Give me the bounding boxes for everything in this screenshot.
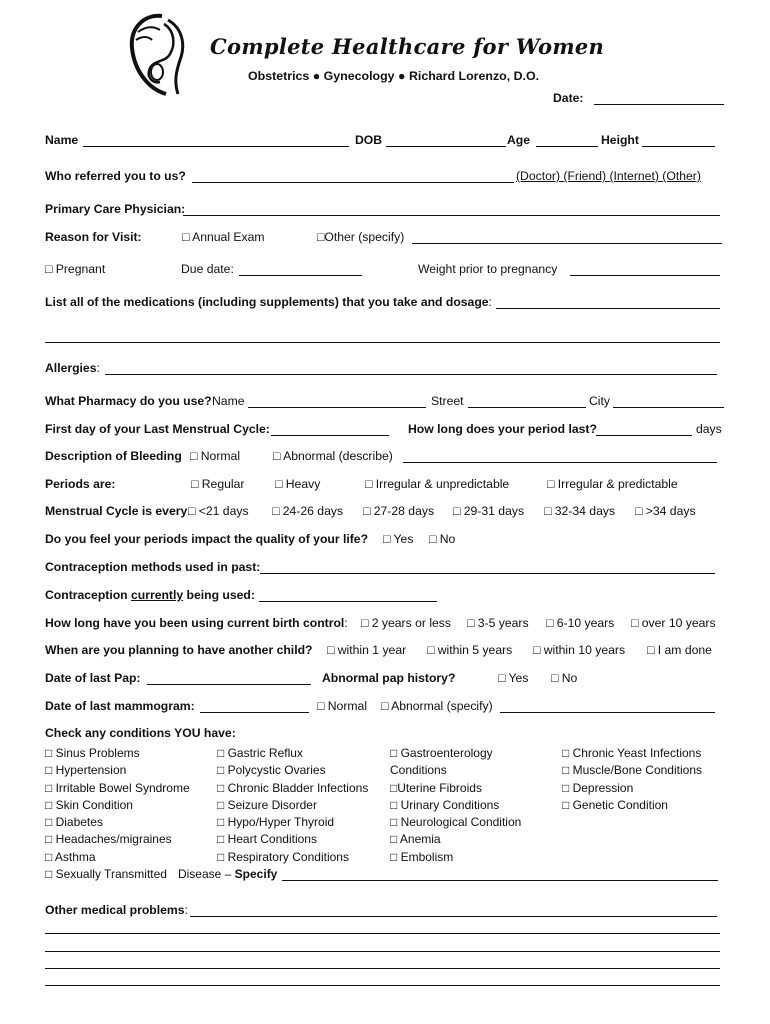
conditions-col-2 — [217, 745, 368, 866]
periods-are-label: Periods are: — [45, 477, 116, 491]
allergies-label: Allergies: — [45, 361, 100, 375]
conditions-col-1 — [45, 745, 190, 866]
pap-no-checkbox[interactable]: □ No — [551, 671, 578, 685]
reason-label: Reason for Visit: — [45, 230, 142, 244]
bc-over-10-checkbox[interactable]: □ over 10 years — [631, 616, 716, 630]
lmp-field[interactable] — [271, 423, 389, 436]
pharmacy-name-label: Name — [212, 394, 245, 408]
condition-skin-checkbox[interactable]: □ Skin Condition — [45, 797, 133, 812]
weight-prior-label: Weight prior to pregnancy — [418, 262, 558, 276]
pharmacy-name-field[interactable] — [248, 395, 426, 408]
condition-anemia-checkbox[interactable]: □ Anemia — [390, 832, 441, 847]
mammo-abnormal-field[interactable] — [500, 700, 715, 713]
other-problems-label: Other medical problems: — [45, 903, 188, 917]
age-label: Age — [507, 133, 531, 147]
condition-diabetes-checkbox[interactable]: □ Diabetes — [45, 815, 103, 830]
other-specify-checkbox[interactable]: □Other (specify) — [317, 230, 405, 244]
conditions-col-3 — [390, 745, 521, 866]
weight-prior-field[interactable] — [570, 263, 720, 276]
next-child-label: When are you planning to have another child? — [45, 643, 313, 657]
other-specify-field[interactable] — [412, 231, 722, 244]
std-field[interactable] — [282, 868, 718, 881]
bc-3-5-checkbox[interactable]: □ 3-5 years — [467, 616, 529, 630]
period-regular-checkbox[interactable]: □ Regular — [191, 477, 245, 491]
clinic-title: Complete Healthcare for Women — [210, 34, 605, 59]
last-mammo-field[interactable] — [200, 700, 309, 713]
condition-genetic-checkbox[interactable]: □ Genetic Condition — [562, 797, 668, 812]
condition-bladder-checkbox[interactable]: □ Chronic Bladder Infections — [217, 780, 369, 795]
bc-6-10-checkbox[interactable]: □ 6-10 years — [546, 616, 615, 630]
period-length-field[interactable] — [596, 423, 692, 436]
pharmacy-city-field[interactable] — [613, 395, 724, 408]
days-label: days — [696, 422, 722, 436]
lmp-label: First day of your Last Menstrual Cycle: — [45, 422, 270, 436]
dob-label: DOB — [355, 133, 383, 147]
bleeding-abnormal-checkbox[interactable]: □ Abnormal (describe) — [273, 449, 393, 463]
other-problems-field[interactable] — [190, 904, 717, 917]
condition-gastro-label-cont: Conditions — [390, 763, 447, 778]
annual-exam-checkbox[interactable]: □ Annual Exam — [182, 230, 265, 244]
height-field[interactable] — [642, 134, 715, 147]
pregnant-checkbox[interactable]: □ Pregnant — [45, 262, 106, 276]
medications-label: List all of the medications (including supplements) that you take and dosage: — [45, 295, 492, 309]
period-heavy-checkbox[interactable]: □ Heavy — [275, 477, 321, 491]
pharmacy-label: What Pharmacy do you use? — [45, 394, 212, 408]
last-mammo-label: Date of last mammogram: — [45, 699, 195, 713]
other-problems-line-4[interactable] — [45, 968, 720, 969]
pcp-label: Primary Care Physician: — [45, 202, 186, 216]
period-irregular-predictable-checkbox[interactable]: □ Irregular & predictable — [547, 477, 678, 491]
condition-pcos-checkbox[interactable]: □ Polycystic Ovaries — [217, 763, 326, 778]
condition-depression-checkbox[interactable]: □ Depression — [562, 780, 634, 795]
cycle-gt34-checkbox[interactable]: □ >34 days — [635, 504, 696, 518]
condition-sinus-checkbox[interactable]: □ Sinus Problems — [45, 746, 140, 760]
last-pap-label: Date of last Pap: — [45, 671, 141, 685]
contra-current-label: Contraception currently being used: — [45, 588, 255, 602]
period-length-label: How long does your period last? — [408, 422, 597, 436]
medications-field[interactable] — [496, 296, 720, 309]
clinic-logo — [124, 10, 194, 100]
condition-gastro-checkbox[interactable]: □ Gastroenterology — [390, 746, 493, 760]
height-label: Height — [601, 133, 639, 147]
next-child-1-checkbox[interactable]: □ within 1 year — [327, 643, 407, 657]
contra-past-field[interactable] — [260, 561, 715, 574]
next-child-done-checkbox[interactable]: □ I am done — [647, 643, 712, 657]
medications-line-2[interactable] — [45, 342, 720, 343]
bleeding-normal-checkbox[interactable]: □ Normal — [190, 449, 241, 463]
contra-current-field[interactable] — [259, 589, 437, 602]
pcp-field[interactable] — [183, 203, 720, 216]
pap-yes-checkbox[interactable]: □ Yes — [498, 671, 529, 685]
condition-headaches-checkbox[interactable]: □ Headaches/migraines — [45, 832, 172, 847]
next-child-10-checkbox[interactable]: □ within 10 years — [533, 643, 626, 657]
cycle-24-26-checkbox[interactable]: □ 24-26 days — [272, 504, 344, 518]
bleeding-abnormal-field[interactable] — [403, 450, 717, 463]
cycle-27-28-checkbox[interactable]: □ 27-28 days — [363, 504, 435, 518]
name-label: Name — [45, 133, 79, 147]
name-field[interactable] — [83, 134, 349, 147]
due-date-field[interactable] — [239, 263, 362, 276]
mammo-normal-checkbox[interactable]: □ Normal — [317, 699, 368, 713]
condition-embolism-checkbox[interactable]: □ Embolism — [390, 849, 454, 864]
condition-reflux-checkbox[interactable]: □ Gastric Reflux — [217, 746, 303, 760]
referred-options: (Doctor) (Friend) (Internet) (Other) — [516, 169, 701, 183]
other-problems-line-2[interactable] — [45, 933, 720, 934]
bc-2-years-checkbox[interactable]: □ 2 years or less — [361, 616, 451, 630]
cycle-label: Menstrual Cycle is every — [45, 504, 188, 518]
conditions-col-4 — [562, 745, 702, 814]
condition-neuro-checkbox[interactable]: □ Neurological Condition — [390, 815, 522, 830]
condition-asthma-checkbox[interactable]: □ Asthma — [45, 849, 96, 864]
condition-muscle-bone-checkbox[interactable]: □ Muscle/Bone Conditions — [562, 763, 702, 778]
conditions-title: Check any conditions YOU have: — [45, 726, 236, 740]
age-field[interactable] — [536, 134, 598, 147]
condition-heart-checkbox[interactable]: □ Heart Conditions — [217, 832, 317, 847]
period-irregular-unpredictable-checkbox[interactable]: □ Irregular & unpredictable — [365, 477, 510, 491]
std-row: □ Sexually Transmitted Disease – Specify — [45, 867, 278, 881]
impact-yes-checkbox[interactable]: □ Yes — [383, 532, 414, 546]
pharmacy-city-label: City — [589, 394, 610, 408]
pharmacy-street-label: Street — [431, 394, 464, 408]
referred-field[interactable] — [192, 170, 514, 183]
condition-ibs-checkbox[interactable]: □ Irritable Bowel Syndrome — [45, 780, 190, 795]
condition-fibroids-checkbox[interactable]: □Uterine Fibroids — [390, 780, 482, 795]
bleeding-label: Description of Bleeding — [45, 449, 182, 463]
contra-past-label: Contraception methods used in past: — [45, 560, 261, 574]
referred-label: Who referred you to us? — [45, 169, 186, 183]
condition-seizure-checkbox[interactable]: □ Seizure Disorder — [217, 797, 317, 812]
next-child-5-checkbox[interactable]: □ within 5 years — [427, 643, 513, 657]
date-label: Date: — [553, 91, 584, 105]
last-pap-field[interactable] — [147, 672, 311, 685]
condition-thyroid-checkbox[interactable]: □ Hypo/Hyper Thyroid — [217, 815, 335, 830]
allergies-field[interactable] — [105, 362, 717, 375]
std-checkbox[interactable]: □ Sexually Transmitted — [45, 867, 167, 881]
dob-field[interactable] — [386, 134, 506, 147]
abnormal-pap-label: Abnormal pap history? — [322, 671, 456, 685]
cycle-32-34-checkbox[interactable]: □ 32-34 days — [544, 504, 616, 518]
clinic-subtitle: Obstetrics ● Gynecology ● Richard Lorenzo, D.O. — [248, 69, 540, 83]
condition-urinary-checkbox[interactable]: □ Urinary Conditions — [390, 797, 500, 812]
condition-yeast-checkbox[interactable]: □ Chronic Yeast Infections — [562, 746, 702, 760]
impact-label: Do you feel your periods impact the quality of your life? — [45, 532, 369, 546]
impact-no-checkbox[interactable]: □ No — [429, 532, 456, 546]
due-date-label: Due date: — [181, 262, 234, 276]
condition-respiratory-checkbox[interactable]: □ Respiratory Conditions — [217, 849, 349, 864]
mammo-abnormal-checkbox[interactable]: □ Abnormal (specify) — [381, 699, 493, 713]
other-problems-line-5[interactable] — [45, 985, 720, 986]
cycle-29-31-checkbox[interactable]: □ 29-31 days — [453, 504, 525, 518]
date-field[interactable] — [594, 92, 724, 105]
pharmacy-street-field[interactable] — [468, 395, 586, 408]
cycle-lt21-checkbox[interactable]: □ <21 days — [188, 504, 249, 518]
bc-duration-label: How long have you been using current birth control: — [45, 616, 348, 630]
condition-hypertension-checkbox[interactable]: □ Hypertension — [45, 763, 127, 778]
other-problems-line-3[interactable] — [45, 951, 720, 952]
